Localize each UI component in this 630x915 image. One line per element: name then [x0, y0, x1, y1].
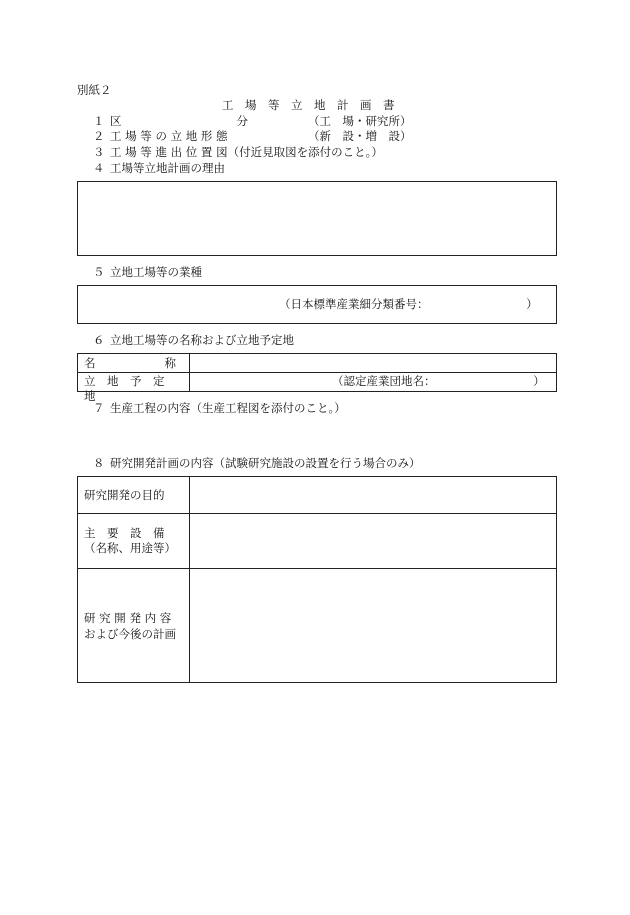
item-7-number: ７: [93, 401, 105, 415]
item-8-number: ８: [93, 456, 105, 470]
name-row-value[interactable]: [192, 356, 554, 371]
item-5-number: ５: [93, 265, 105, 279]
item-6-column-divider: [189, 354, 190, 391]
item-4-reason-box[interactable]: [77, 181, 557, 256]
item-5-industry-box[interactable]: [77, 285, 557, 324]
item-8-table: [77, 476, 557, 683]
item-3-label: 工 場 等 進 出 位 置 図（付近見取図を添付のこと。）: [110, 145, 383, 159]
document-title: 工 場 等 立 地 計 画 書: [222, 98, 395, 112]
item-6-table: [77, 353, 557, 403]
item-8-label: 研究開発計画の内容（試験研究施設の設置を行う場合のみ）: [110, 456, 421, 470]
item-4-number: ４: [93, 161, 105, 175]
item-2-value: （新 設・増 設）: [308, 129, 412, 143]
rd-content-value[interactable]: [192, 570, 554, 680]
item-8-row-divider-1: [78, 513, 556, 514]
item-1-value: （工 場・研究所）: [308, 114, 412, 128]
item-8-row-divider-2: [78, 568, 556, 569]
rd-purpose-label: 研究開発の目的: [84, 488, 165, 502]
item-6-row-divider: [78, 372, 556, 373]
site-row-value[interactable]: （認定産業団地名： ）: [332, 374, 545, 388]
attachment-label: 別紙２: [77, 83, 112, 97]
item-3-number: ３: [93, 145, 105, 159]
item-5-label: 立地工場等の業種: [110, 265, 202, 279]
item-1-label: 区 分: [110, 114, 248, 128]
item-4-label: 工場等立地計画の理由: [110, 161, 225, 175]
rd-content-sublabel: および今後の計画: [84, 627, 176, 641]
item-1-number: １: [93, 114, 105, 128]
rd-purpose-value[interactable]: [192, 479, 554, 511]
item-6-number: ６: [93, 333, 105, 347]
rd-content-label: 研 究 開 発 内 容: [84, 611, 172, 625]
item-2-label: 工 場 等 の 立 地 形 態: [110, 129, 228, 143]
name-row-label: 名 称: [84, 356, 176, 370]
industry-classification-note: （日本標準産業細分類番号： ）: [279, 297, 538, 311]
item-6-label: 立地工場等の名称および立地予定地: [110, 333, 294, 347]
item-2-number: ２: [93, 129, 105, 143]
item-8-column-divider: [189, 477, 190, 682]
site-row-label: 立 地 予 定 地: [84, 374, 176, 403]
main-equipment-sublabel: （名称、用途等）: [84, 541, 176, 555]
main-equipment-value[interactable]: [192, 515, 554, 566]
item-7-label: 生産工程の内容（生産工程図を添付のこと。）: [110, 401, 346, 415]
main-equipment-label: 主 要 設 備: [84, 526, 165, 540]
